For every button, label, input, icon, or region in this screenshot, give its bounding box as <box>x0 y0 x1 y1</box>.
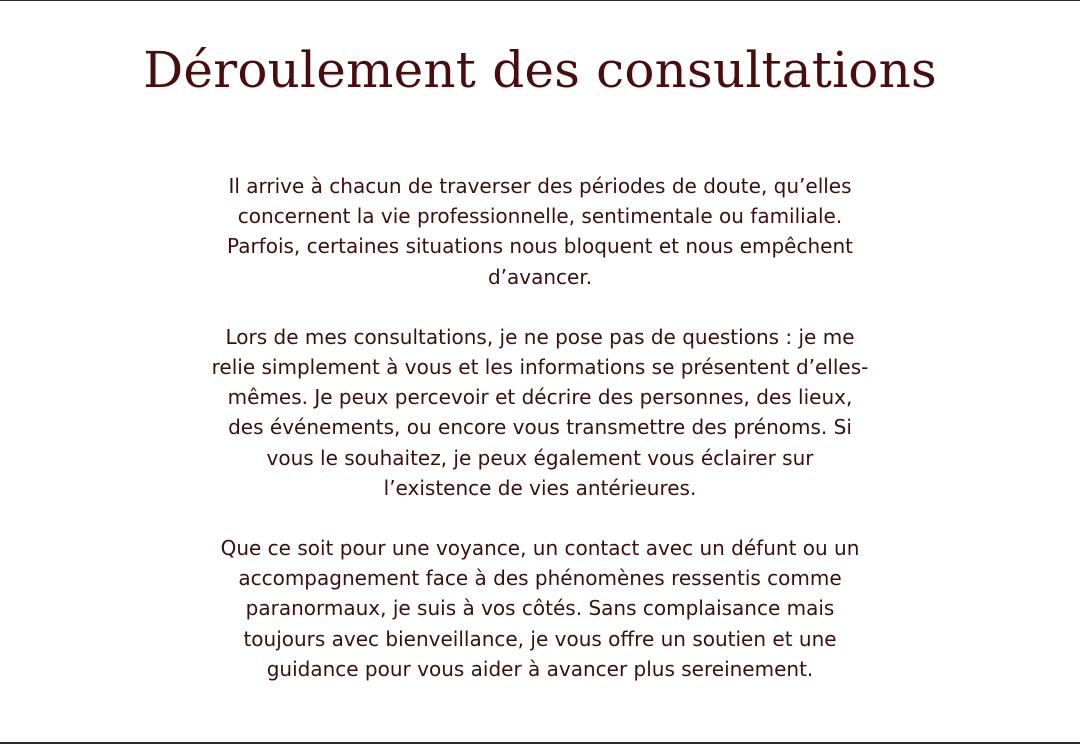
paragraph-doubt: Il arrive à chacun de traverser des périodes de doute, qu’elles concernent la vie professionnelle, sentimentale ou familiale. Parfois, certaines situations nous bloquent et nous empêchent d’avancer. <box>227 174 853 289</box>
page-title: Déroulement des consultations <box>143 41 937 99</box>
paragraph-support: Que ce soit pour une voyance, un contact avec un défunt ou un accompagnement face à des phénomènes ressentis comme paranormaux, je suis à vos côtés. Sans complaisance mais toujours avec bienveillance, je vous offre un soutien et une guidance pour vous aider à avancer plus sereinement. <box>220 536 860 681</box>
consultation-description <box>210 171 870 714</box>
paragraph-consultation-process: Lors de mes consultations, je ne pose pas de questions : je me relie simplement à vous et les informations se présentent d’elles-mêmes. Je peux percevoir et décrire des personnes, des lieux, des événements, ou encore vous transmettre des prénoms. Si vous le souhaitez, je peux également vous éclairer sur l’existence de vies antérieures. <box>211 324 869 500</box>
